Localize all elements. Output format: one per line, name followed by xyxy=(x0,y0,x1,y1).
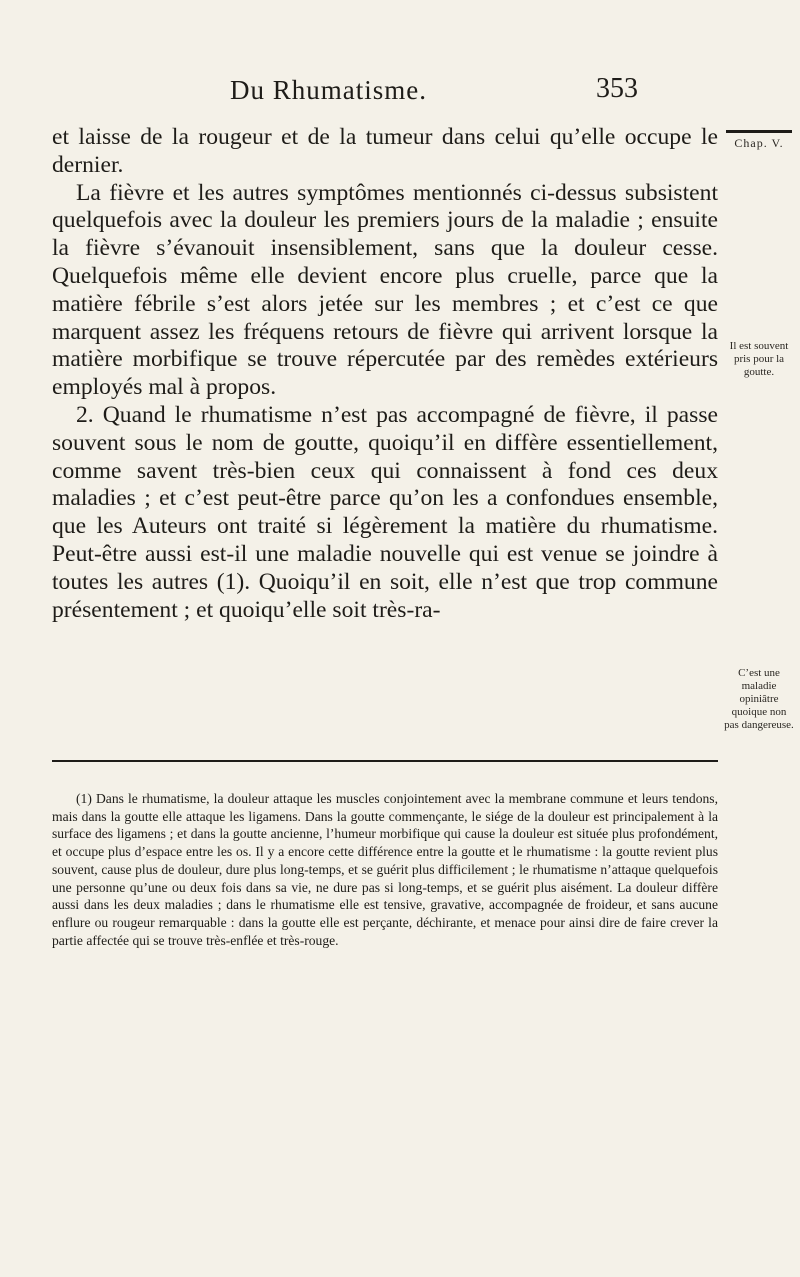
chapter-rule xyxy=(726,130,792,133)
footnote-1: (1) Dans le rhumatisme, la douleur attaque les muscles conjointement avec la membrane commune et leurs tendons, mais dans la goutte elle attaque les ligamens. Dans la goutte commençante, le siége de la douleur est principalement à la surface des ligamens ; et dans la goutte ancienne, l’humeur morbifique qui cause la douleur est située plus profondément, et occupe plus d’espace entre les os. Il y a encore cette différence entre la goutte et le rhumatisme : la goutte revient plus souvent, cause plus de douleur, dure plus long-temps, et se guérit plus difficilement ; le rhumatisme n’attaque quelquefois une personne qu’une ou deux fois dans sa vie, ne dure pas si long-temps, et se guérit plus aisément. La douleur diffère aussi dans les deux maladies ; dans le rhumatisme elle est tensive, gravative, accompagnée de froideur, et sans aucune enflure ou rougeur remarquable : dans la goutte elle est perçante, déchirante, et menace pour ainsi dire de faire crever la partie affectée qui se trouve très-enflée et très-rouge. xyxy=(52,791,718,948)
page-header xyxy=(0,75,800,115)
page-number: 353 xyxy=(596,73,638,104)
running-title: Du Rhumatisme. xyxy=(230,75,427,105)
margin-notes xyxy=(724,130,794,732)
paragraph-fever: La fièvre et les autres symptômes mentionnés ci-dessus subsistent quelquefois avec la douleur les premiers jours de la maladie ; ensuite la fièvre s’évanouit insensiblement, sans que la douleur cesse. Quelquefois même elle devient encore plus cruelle, parce que la matière fébrile s’est alors jetée sur les membres ; et c’est ce que marquent assez les fréquens retours de fièvre qui arrivent lorsque la matière morbifique se trouve répercutée par des remèdes extérieurs employés mal à propos. xyxy=(52,179,718,401)
footnotes xyxy=(52,790,718,949)
chapter-label: Chap. V. xyxy=(734,136,784,150)
paragraph-continuation: et laisse de la rougeur et de la tumeur dans celui qu’elle occupe le dernier. xyxy=(52,124,718,178)
footnote-divider xyxy=(52,760,718,762)
paragraph-section-2: 2. Quand le rhumatisme n’est pas accompagné de fièvre, il passe souvent sous le nom de goutte, quoiqu’il en diffère essentiellement, comme savent très-bien ceux qui connaissent à fond ces deux maladies ; et c’est peut-être parce qu’on les a confondues ensemble, que les Auteurs ont traité si légèrement la matière du rhumatisme. Peut-être aussi est-il une maladie nouvelle qui est venue se joindre à toutes les autres (1). Quoiqu’il en soit, elle n’est que trop commune présentement ; et quoiqu’elle soit très-ra- xyxy=(52,401,718,623)
margin-note-maladie: C’est une maladie opiniâtre quoique non pas dangereuse. xyxy=(724,667,794,731)
main-text xyxy=(52,124,718,624)
margin-note-goutte: Il est souvent pris pour la goutte. xyxy=(729,340,789,378)
